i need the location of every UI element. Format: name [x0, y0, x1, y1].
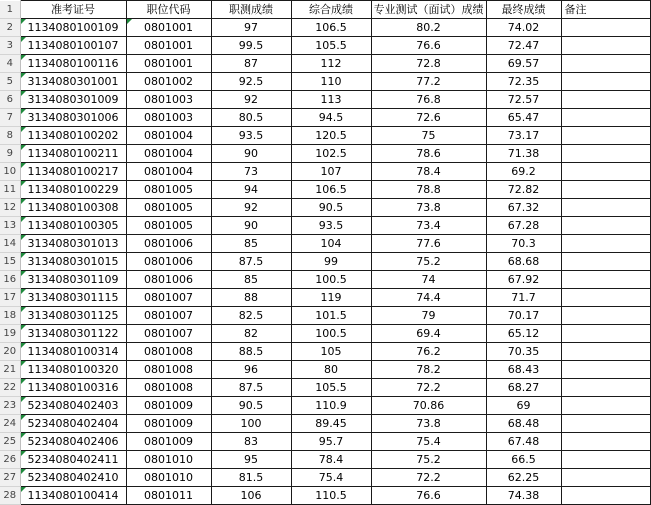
cell-exam-id[interactable]: 1134080100109 [20, 19, 126, 37]
cell-aptitude-score[interactable]: 92.5 [211, 73, 291, 91]
cell-aptitude-score[interactable]: 95 [211, 451, 291, 469]
cell-general-score[interactable]: 104 [291, 235, 371, 253]
cell-exam-id[interactable]: 1134080100217 [20, 163, 126, 181]
column-header-general-score[interactable]: 综合成绩 [291, 1, 371, 19]
table-row [0, 415, 650, 433]
cell-exam-id[interactable]: 5234080402411 [20, 451, 126, 469]
cell-remark[interactable] [561, 163, 650, 181]
cell-remark[interactable] [561, 109, 650, 127]
table-row [0, 343, 650, 361]
cell-aptitude-score[interactable]: 90.5 [211, 397, 291, 415]
row-number[interactable]: 21 [0, 361, 20, 379]
row-number[interactable]: 4 [0, 55, 20, 73]
row-number[interactable]: 5 [0, 73, 20, 91]
cell-final-score[interactable]: 72.82 [486, 181, 561, 199]
cell-final-score[interactable]: 67.32 [486, 199, 561, 217]
cell-exam-id[interactable]: 5234080402406 [20, 433, 126, 451]
cell-aptitude-score[interactable]: 83 [211, 433, 291, 451]
cell-remark[interactable] [561, 415, 650, 433]
row-number[interactable]: 6 [0, 91, 20, 109]
cell-exam-id[interactable]: 1134080100116 [20, 55, 126, 73]
cell-interview-score[interactable]: 78.8 [371, 181, 486, 199]
cell-exam-id[interactable]: 3134080301009 [20, 91, 126, 109]
table-row [0, 73, 650, 91]
cell-interview-score[interactable]: 72.6 [371, 109, 486, 127]
cell-exam-id[interactable]: 3134080301006 [20, 109, 126, 127]
cell-remark[interactable] [561, 73, 650, 91]
cell-interview-score[interactable]: 69.4 [371, 325, 486, 343]
cell-exam-id[interactable]: 5234080402404 [20, 415, 126, 433]
table-row [0, 109, 650, 127]
cell-remark[interactable] [561, 145, 650, 163]
row-number[interactable]: 18 [0, 307, 20, 325]
cell-general-score[interactable]: 112 [291, 55, 371, 73]
table-row [0, 451, 650, 469]
cell-general-score[interactable]: 94.5 [291, 109, 371, 127]
row-number[interactable]: 24 [0, 415, 20, 433]
cell-exam-id[interactable]: 1134080100316 [20, 379, 126, 397]
cell-final-score[interactable]: 62.25 [486, 469, 561, 487]
cell-interview-score[interactable]: 72.8 [371, 55, 486, 73]
cell-aptitude-score[interactable]: 99.5 [211, 37, 291, 55]
row-number[interactable]: 1 [0, 1, 20, 19]
row-number[interactable]: 25 [0, 433, 20, 451]
cell-position-code[interactable]: 0801004 [126, 145, 211, 163]
cell-position-code[interactable]: 0801004 [126, 127, 211, 145]
cell-general-score[interactable]: 105 [291, 343, 371, 361]
cell-exam-id[interactable]: 3134080301109 [20, 271, 126, 289]
cell-final-score[interactable]: 71.38 [486, 145, 561, 163]
cell-position-code[interactable]: 0801008 [126, 361, 211, 379]
cell-exam-id[interactable]: 1134080100229 [20, 181, 126, 199]
cell-final-score[interactable]: 66.5 [486, 451, 561, 469]
cell-final-score[interactable]: 68.43 [486, 361, 561, 379]
cell-position-code[interactable]: 0801001 [126, 55, 211, 73]
table-row [0, 433, 650, 451]
cell-aptitude-score[interactable]: 93.5 [211, 127, 291, 145]
cell-general-score[interactable]: 100.5 [291, 271, 371, 289]
cell-position-code[interactable]: 0801007 [126, 307, 211, 325]
cell-aptitude-score[interactable]: 73 [211, 163, 291, 181]
cell-position-code[interactable]: 0801005 [126, 199, 211, 217]
cell-position-code[interactable]: 0801008 [126, 343, 211, 361]
table-row [0, 271, 650, 289]
cell-general-score[interactable]: 93.5 [291, 217, 371, 235]
cell-exam-id[interactable]: 1134080100107 [20, 37, 126, 55]
cell-aptitude-score[interactable]: 87 [211, 55, 291, 73]
cell-position-code[interactable]: 0801009 [126, 415, 211, 433]
cell-remark[interactable] [561, 55, 650, 73]
cell-aptitude-score[interactable]: 96 [211, 361, 291, 379]
cell-final-score[interactable]: 74.02 [486, 19, 561, 37]
cell-interview-score[interactable]: 75 [371, 127, 486, 145]
cell-general-score[interactable]: 110 [291, 73, 371, 91]
cell-remark[interactable] [561, 379, 650, 397]
cell-general-score[interactable]: 106.5 [291, 19, 371, 37]
row-number[interactable]: 11 [0, 181, 20, 199]
cell-interview-score[interactable]: 80.2 [371, 19, 486, 37]
cell-exam-id[interactable]: 1134080100320 [20, 361, 126, 379]
cell-position-code[interactable]: 0801009 [126, 433, 211, 451]
cell-aptitude-score[interactable]: 88 [211, 289, 291, 307]
cell-aptitude-score[interactable]: 82.5 [211, 307, 291, 325]
cell-aptitude-score[interactable]: 80.5 [211, 109, 291, 127]
cell-general-score[interactable]: 106.5 [291, 181, 371, 199]
cell-final-score[interactable]: 67.92 [486, 271, 561, 289]
cell-general-score[interactable]: 105.5 [291, 37, 371, 55]
row-number[interactable]: 7 [0, 109, 20, 127]
cell-remark[interactable] [561, 271, 650, 289]
table-row [0, 55, 650, 73]
cell-final-score[interactable]: 69 [486, 397, 561, 415]
row-number[interactable]: 26 [0, 451, 20, 469]
cell-exam-id[interactable]: 3134080301013 [20, 235, 126, 253]
cell-exam-id[interactable]: 1134080100314 [20, 343, 126, 361]
cell-general-score[interactable]: 101.5 [291, 307, 371, 325]
column-header-interview-score[interactable]: 专业测试（面试）成绩 [371, 1, 486, 19]
cell-interview-score[interactable]: 76.2 [371, 343, 486, 361]
cell-aptitude-score[interactable]: 106 [211, 487, 291, 505]
cell-position-code[interactable]: 0801008 [126, 379, 211, 397]
row-number[interactable]: 23 [0, 397, 20, 415]
cell-interview-score[interactable]: 78.4 [371, 163, 486, 181]
cell-interview-score[interactable]: 75.4 [371, 433, 486, 451]
cell-general-score[interactable]: 113 [291, 91, 371, 109]
cell-interview-score[interactable]: 75.2 [371, 253, 486, 271]
cell-interview-score[interactable]: 74.4 [371, 289, 486, 307]
cell-final-score[interactable]: 65.47 [486, 109, 561, 127]
row-number[interactable]: 17 [0, 289, 20, 307]
cell-final-score[interactable]: 67.28 [486, 217, 561, 235]
cell-position-code[interactable]: 0801011 [126, 487, 211, 505]
table-row [0, 91, 650, 109]
cell-final-score[interactable]: 65.12 [486, 325, 561, 343]
cell-aptitude-score[interactable]: 81.5 [211, 469, 291, 487]
table-row [0, 307, 650, 325]
cell-position-code[interactable]: 0801010 [126, 451, 211, 469]
cell-remark[interactable] [561, 487, 650, 505]
table-row [0, 217, 650, 235]
cell-aptitude-score[interactable]: 97 [211, 19, 291, 37]
cell-general-score[interactable]: 80 [291, 361, 371, 379]
cell-general-score[interactable]: 110.9 [291, 397, 371, 415]
cell-general-score[interactable]: 100.5 [291, 325, 371, 343]
column-header-aptitude-score[interactable]: 职测成绩 [211, 1, 291, 19]
table-row [0, 163, 650, 181]
cell-general-score[interactable]: 95.7 [291, 433, 371, 451]
table-row [0, 199, 650, 217]
cell-aptitude-score[interactable]: 87.5 [211, 379, 291, 397]
cell-exam-id[interactable]: 1134080100308 [20, 199, 126, 217]
cell-interview-score[interactable]: 78.2 [371, 361, 486, 379]
cell-remark[interactable] [561, 307, 650, 325]
row-number[interactable]: 28 [0, 487, 20, 505]
row-number[interactable]: 14 [0, 235, 20, 253]
cell-aptitude-score[interactable]: 94 [211, 181, 291, 199]
cell-general-score[interactable]: 105.5 [291, 379, 371, 397]
cell-remark[interactable] [561, 199, 650, 217]
cell-final-score[interactable]: 67.48 [486, 433, 561, 451]
table-row [0, 145, 650, 163]
row-number[interactable]: 9 [0, 145, 20, 163]
cell-interview-score[interactable]: 76.6 [371, 37, 486, 55]
cell-remark[interactable] [561, 343, 650, 361]
cell-position-code[interactable]: 0801003 [126, 91, 211, 109]
cell-remark[interactable] [561, 469, 650, 487]
table-row [0, 379, 650, 397]
cell-position-code[interactable]: 0801006 [126, 253, 211, 271]
cell-general-score[interactable]: 119 [291, 289, 371, 307]
cell-position-code[interactable]: 0801004 [126, 163, 211, 181]
cell-remark[interactable] [561, 181, 650, 199]
row-number[interactable]: 12 [0, 199, 20, 217]
cell-general-score[interactable]: 75.4 [291, 469, 371, 487]
row-number[interactable]: 22 [0, 379, 20, 397]
row-number[interactable]: 8 [0, 127, 20, 145]
row-number[interactable]: 3 [0, 37, 20, 55]
cell-general-score[interactable]: 102.5 [291, 145, 371, 163]
row-number[interactable]: 19 [0, 325, 20, 343]
cell-remark[interactable] [561, 37, 650, 55]
cell-position-code[interactable]: 0801005 [126, 217, 211, 235]
row-number[interactable]: 16 [0, 271, 20, 289]
cell-interview-score[interactable]: 73.8 [371, 415, 486, 433]
column-header-position-code[interactable]: 职位代码 [126, 1, 211, 19]
cell-remark[interactable] [561, 433, 650, 451]
cell-aptitude-score[interactable]: 90 [211, 145, 291, 163]
cell-exam-id[interactable]: 5234080402410 [20, 469, 126, 487]
cell-general-score[interactable]: 120.5 [291, 127, 371, 145]
cell-aptitude-score[interactable]: 92 [211, 199, 291, 217]
cell-final-score[interactable]: 68.27 [486, 379, 561, 397]
cell-general-score[interactable]: 110.5 [291, 487, 371, 505]
cell-final-score[interactable]: 71.7 [486, 289, 561, 307]
cell-position-code[interactable]: 0801001 [126, 19, 211, 37]
cell-exam-id[interactable]: 5234080402403 [20, 397, 126, 415]
cell-aptitude-score[interactable]: 88.5 [211, 343, 291, 361]
table-row [0, 19, 650, 37]
cell-position-code[interactable]: 0801010 [126, 469, 211, 487]
cell-interview-score[interactable]: 73.8 [371, 199, 486, 217]
cell-general-score[interactable]: 90.5 [291, 199, 371, 217]
cell-final-score[interactable]: 69.57 [486, 55, 561, 73]
cell-aptitude-score[interactable]: 87.5 [211, 253, 291, 271]
cell-general-score[interactable]: 99 [291, 253, 371, 271]
cell-position-code[interactable]: 0801005 [126, 181, 211, 199]
cell-position-code[interactable]: 0801001 [126, 37, 211, 55]
cell-interview-score[interactable]: 73.4 [371, 217, 486, 235]
cell-aptitude-score[interactable]: 90 [211, 217, 291, 235]
cell-remark[interactable] [561, 127, 650, 145]
cell-exam-id[interactable]: 1134080100305 [20, 217, 126, 235]
cell-interview-score[interactable]: 79 [371, 307, 486, 325]
cell-exam-id[interactable]: 3134080301125 [20, 307, 126, 325]
cell-exam-id[interactable]: 3134080301015 [20, 253, 126, 271]
table-row [0, 181, 650, 199]
cell-remark[interactable] [561, 289, 650, 307]
cell-interview-score[interactable]: 76.6 [371, 487, 486, 505]
table-row [0, 235, 650, 253]
cell-interview-score[interactable]: 74 [371, 271, 486, 289]
cell-remark[interactable] [561, 253, 650, 271]
cell-position-code[interactable]: 0801003 [126, 109, 211, 127]
cell-final-score[interactable]: 73.17 [486, 127, 561, 145]
table-row [0, 253, 650, 271]
cell-interview-score[interactable]: 77.6 [371, 235, 486, 253]
column-header-remark[interactable]: 备注 [561, 1, 650, 19]
cell-final-score[interactable]: 72.47 [486, 37, 561, 55]
cell-final-score[interactable]: 72.35 [486, 73, 561, 91]
cell-final-score[interactable]: 68.68 [486, 253, 561, 271]
table-row [0, 487, 650, 505]
cell-general-score[interactable]: 107 [291, 163, 371, 181]
column-header-exam-id[interactable]: 准考证号 [20, 1, 126, 19]
row-number[interactable]: 20 [0, 343, 20, 361]
cell-exam-id[interactable]: 1134080100414 [20, 487, 126, 505]
row-number[interactable]: 15 [0, 253, 20, 271]
cell-remark[interactable] [561, 19, 650, 37]
cell-final-score[interactable]: 68.48 [486, 415, 561, 433]
cell-exam-id[interactable]: 1134080100211 [20, 145, 126, 163]
cell-exam-id[interactable]: 1134080100202 [20, 127, 126, 145]
cell-remark[interactable] [561, 451, 650, 469]
table-row [0, 127, 650, 145]
cell-aptitude-score[interactable]: 82 [211, 325, 291, 343]
row-number[interactable]: 13 [0, 217, 20, 235]
cell-position-code[interactable]: 0801009 [126, 397, 211, 415]
cell-aptitude-score[interactable]: 100 [211, 415, 291, 433]
cell-interview-score[interactable]: 78.6 [371, 145, 486, 163]
column-header-final-score[interactable]: 最终成绩 [486, 1, 561, 19]
table-row [0, 289, 650, 307]
cell-remark[interactable] [561, 91, 650, 109]
row-number[interactable]: 2 [0, 19, 20, 37]
cell-final-score[interactable]: 69.2 [486, 163, 561, 181]
table-row [0, 397, 650, 415]
cell-remark[interactable] [561, 235, 650, 253]
cell-position-code[interactable]: 0801007 [126, 289, 211, 307]
cell-exam-id[interactable]: 3134080301122 [20, 325, 126, 343]
row-number[interactable]: 27 [0, 469, 20, 487]
cell-final-score[interactable]: 70.35 [486, 343, 561, 361]
header-row [0, 1, 650, 19]
cell-position-code[interactable]: 0801006 [126, 271, 211, 289]
cell-remark[interactable] [561, 325, 650, 343]
cell-general-score[interactable]: 78.4 [291, 451, 371, 469]
cell-aptitude-score[interactable]: 85 [211, 235, 291, 253]
cell-position-code[interactable]: 0801002 [126, 73, 211, 91]
cell-aptitude-score[interactable]: 85 [211, 271, 291, 289]
table-row [0, 469, 650, 487]
cell-remark[interactable] [561, 397, 650, 415]
cell-aptitude-score[interactable]: 92 [211, 91, 291, 109]
cell-remark[interactable] [561, 217, 650, 235]
cell-interview-score[interactable]: 77.2 [371, 73, 486, 91]
cell-interview-score[interactable]: 72.2 [371, 379, 486, 397]
table-row [0, 361, 650, 379]
table-row [0, 37, 650, 55]
cell-position-code[interactable]: 0801006 [126, 235, 211, 253]
cell-position-code[interactable]: 0801007 [126, 325, 211, 343]
cell-general-score[interactable]: 89.45 [291, 415, 371, 433]
cell-exam-id[interactable]: 3134080301115 [20, 289, 126, 307]
row-number[interactable]: 10 [0, 163, 20, 181]
cell-interview-score[interactable]: 70.86 [371, 397, 486, 415]
cell-remark[interactable] [561, 361, 650, 379]
cell-interview-score[interactable]: 72.2 [371, 469, 486, 487]
cell-final-score[interactable]: 74.38 [486, 487, 561, 505]
cell-final-score[interactable]: 70.17 [486, 307, 561, 325]
cell-interview-score[interactable]: 76.8 [371, 91, 486, 109]
cell-interview-score[interactable]: 75.2 [371, 451, 486, 469]
cell-exam-id[interactable]: 3134080301001 [20, 73, 126, 91]
cell-final-score[interactable]: 70.3 [486, 235, 561, 253]
table-row [0, 325, 650, 343]
cell-final-score[interactable]: 72.57 [486, 91, 561, 109]
